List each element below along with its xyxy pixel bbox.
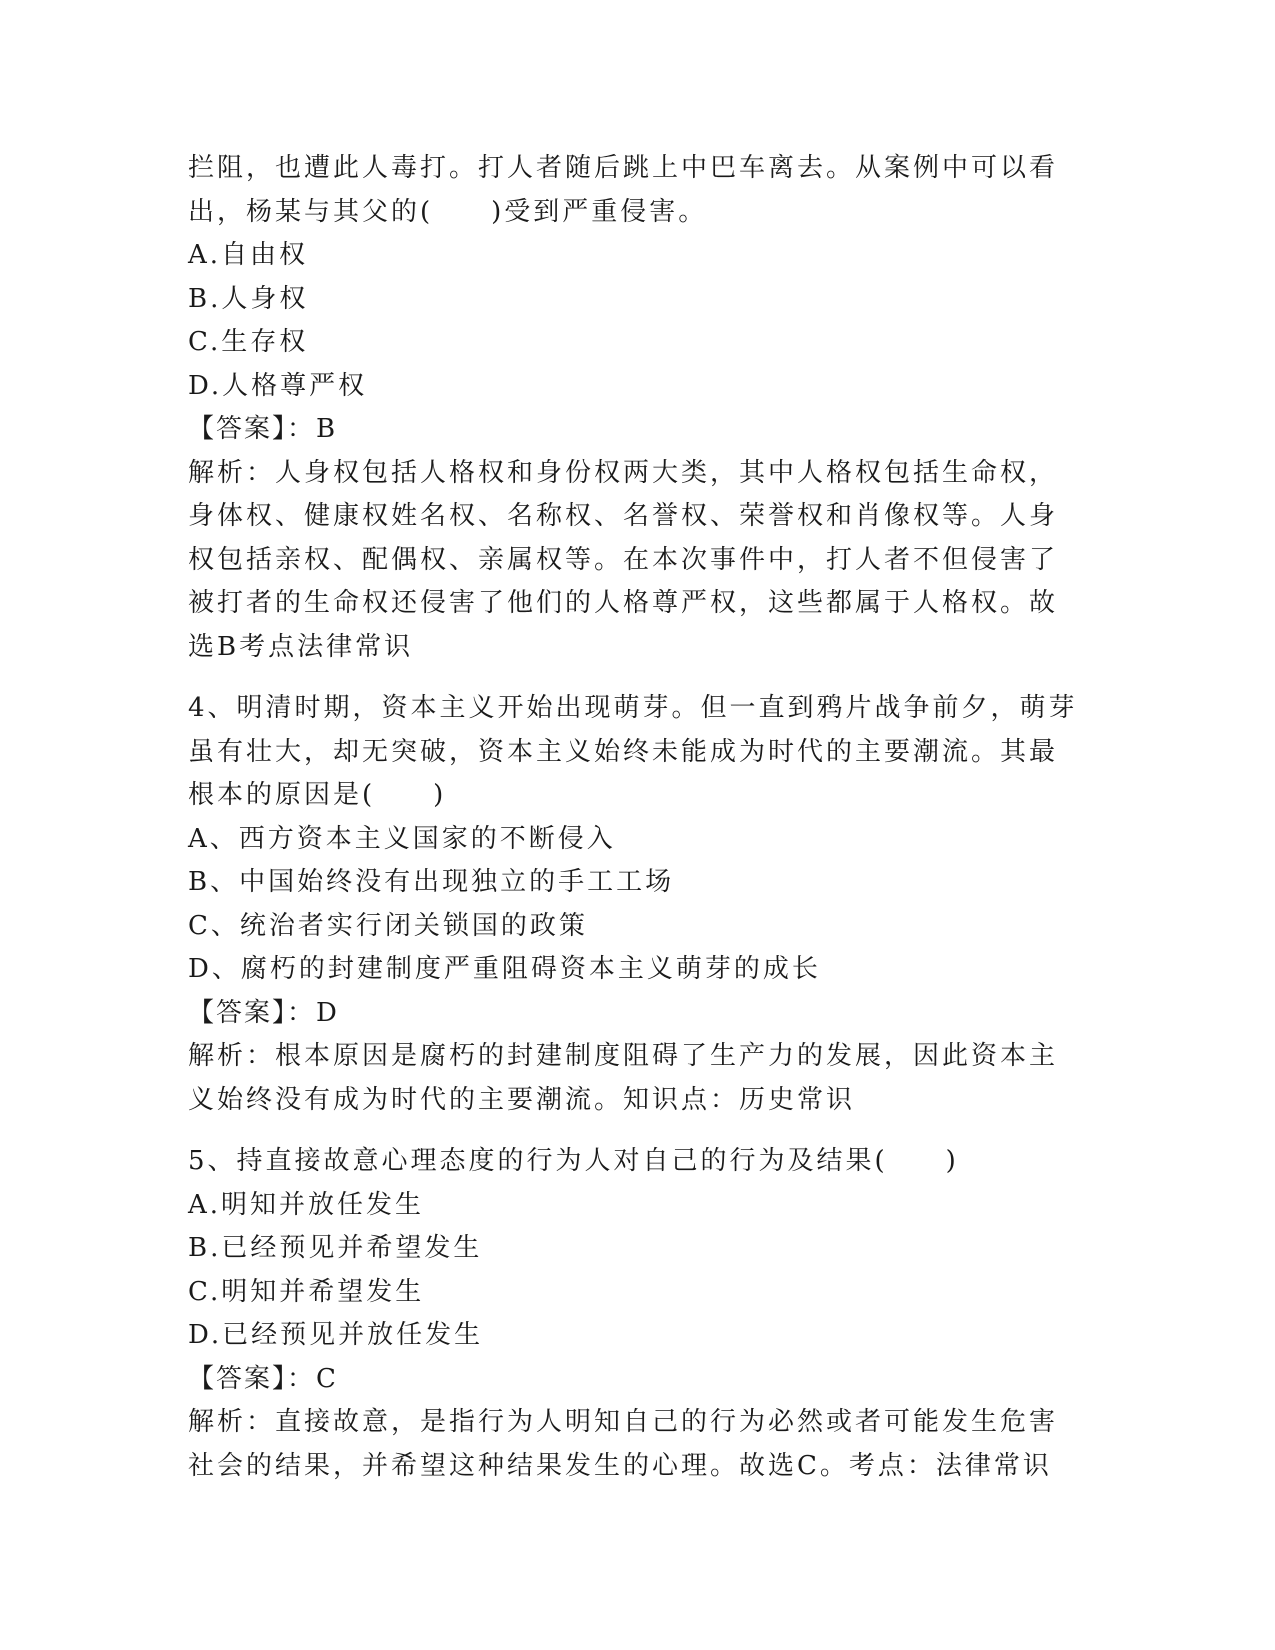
question-stem-line: 虽有壮大，却无突破，资本主义始终未能成为时代的主要潮流。其最 <box>188 736 1059 767</box>
option-b: B.已经预见并希望发生 <box>188 1233 483 1263</box>
option-c: C.生存权 <box>188 327 309 357</box>
answer-line <box>188 408 1088 452</box>
question-3 <box>188 147 1088 669</box>
analysis-line: 权包括亲权、配偶权、亲属权等。在本次事件中，打人者不但侵害了 <box>188 544 1059 575</box>
answer-separator: ： <box>287 414 317 444</box>
option-d: D.人格尊严权 <box>188 370 368 401</box>
analysis-line: 解析：直接故意，是指行为人明知自己的行为必然或者可能发生危害 <box>188 1407 1059 1437</box>
answer-separator: ： <box>287 997 317 1028</box>
analysis-line: 解析：根本原因是腐朽的封建制度阻碍了生产力的发展，因此资本主 <box>188 1041 1059 1071</box>
question-5 <box>188 1140 1088 1488</box>
option-c: C、统治者实行闭关锁国的政策 <box>188 910 588 941</box>
option-a: A.自由权 <box>188 240 309 270</box>
question-spacer <box>188 1122 1088 1140</box>
answer-label: 【答案】 <box>188 414 288 444</box>
analysis-line: 选B考点法律常识 <box>188 631 414 662</box>
question-stem-line: 5、持直接故意心理态度的行为人对自己的行为及结果( ) <box>188 1146 959 1176</box>
analysis-line: 解析：人身权包括人格权和身份权两大类，其中人格权包括生命权， <box>188 457 1059 488</box>
option-d: D、腐朽的封建制度严重阻碍资本主义萌芽的成长 <box>188 954 821 984</box>
analysis-line: 义始终没有成为时代的主要潮流。知识点：历史常识 <box>188 1084 856 1115</box>
answer-value: C <box>316 1363 339 1394</box>
question-stem-line: 出，杨某与其父的( )受到严重侵害。 <box>188 196 708 227</box>
question-stem-line: 根本的原因是( ) <box>188 780 447 810</box>
analysis-line: 身体权、健康权姓名权、名称权、名誉权、荣誉权和肖像权等。人身 <box>188 501 1059 531</box>
option-b: B.人身权 <box>188 283 309 314</box>
document-page <box>188 147 1088 1488</box>
option-c: C.明知并希望发生 <box>188 1276 425 1307</box>
option-a: A、西方资本主义国家的不断侵入 <box>188 823 616 854</box>
question-stem-line: 拦阻，也遭此人毒打。打人者随后跳上中巴车离去。从案例中可以看 <box>188 153 1059 183</box>
option-b: B、中国始终没有出现独立的手工工场 <box>188 867 675 897</box>
analysis-line: 社会的结果，并希望这种结果发生的心理。故选C。考点：法律常识 <box>188 1450 1052 1481</box>
answer-line <box>188 1358 1088 1402</box>
answer-value: D <box>316 997 340 1028</box>
question-spacer <box>188 669 1088 687</box>
answer-label: 【答案】 <box>188 997 288 1028</box>
option-d: D.已经预见并放任发生 <box>188 1320 484 1350</box>
analysis-line: 被打者的生命权还侵害了他们的人格尊严权，这些都属于人格权。故 <box>188 588 1059 618</box>
answer-line <box>188 992 1088 1036</box>
question-4 <box>188 687 1088 1122</box>
answer-label: 【答案】 <box>188 1363 288 1394</box>
answer-separator: ： <box>287 1363 317 1394</box>
option-a: A.明知并放任发生 <box>188 1189 425 1220</box>
question-stem-line: 4、明清时期，资本主义开始出现萌芽。但一直到鸦片战争前夕，萌芽 <box>188 693 1078 723</box>
answer-value: B <box>316 414 339 444</box>
